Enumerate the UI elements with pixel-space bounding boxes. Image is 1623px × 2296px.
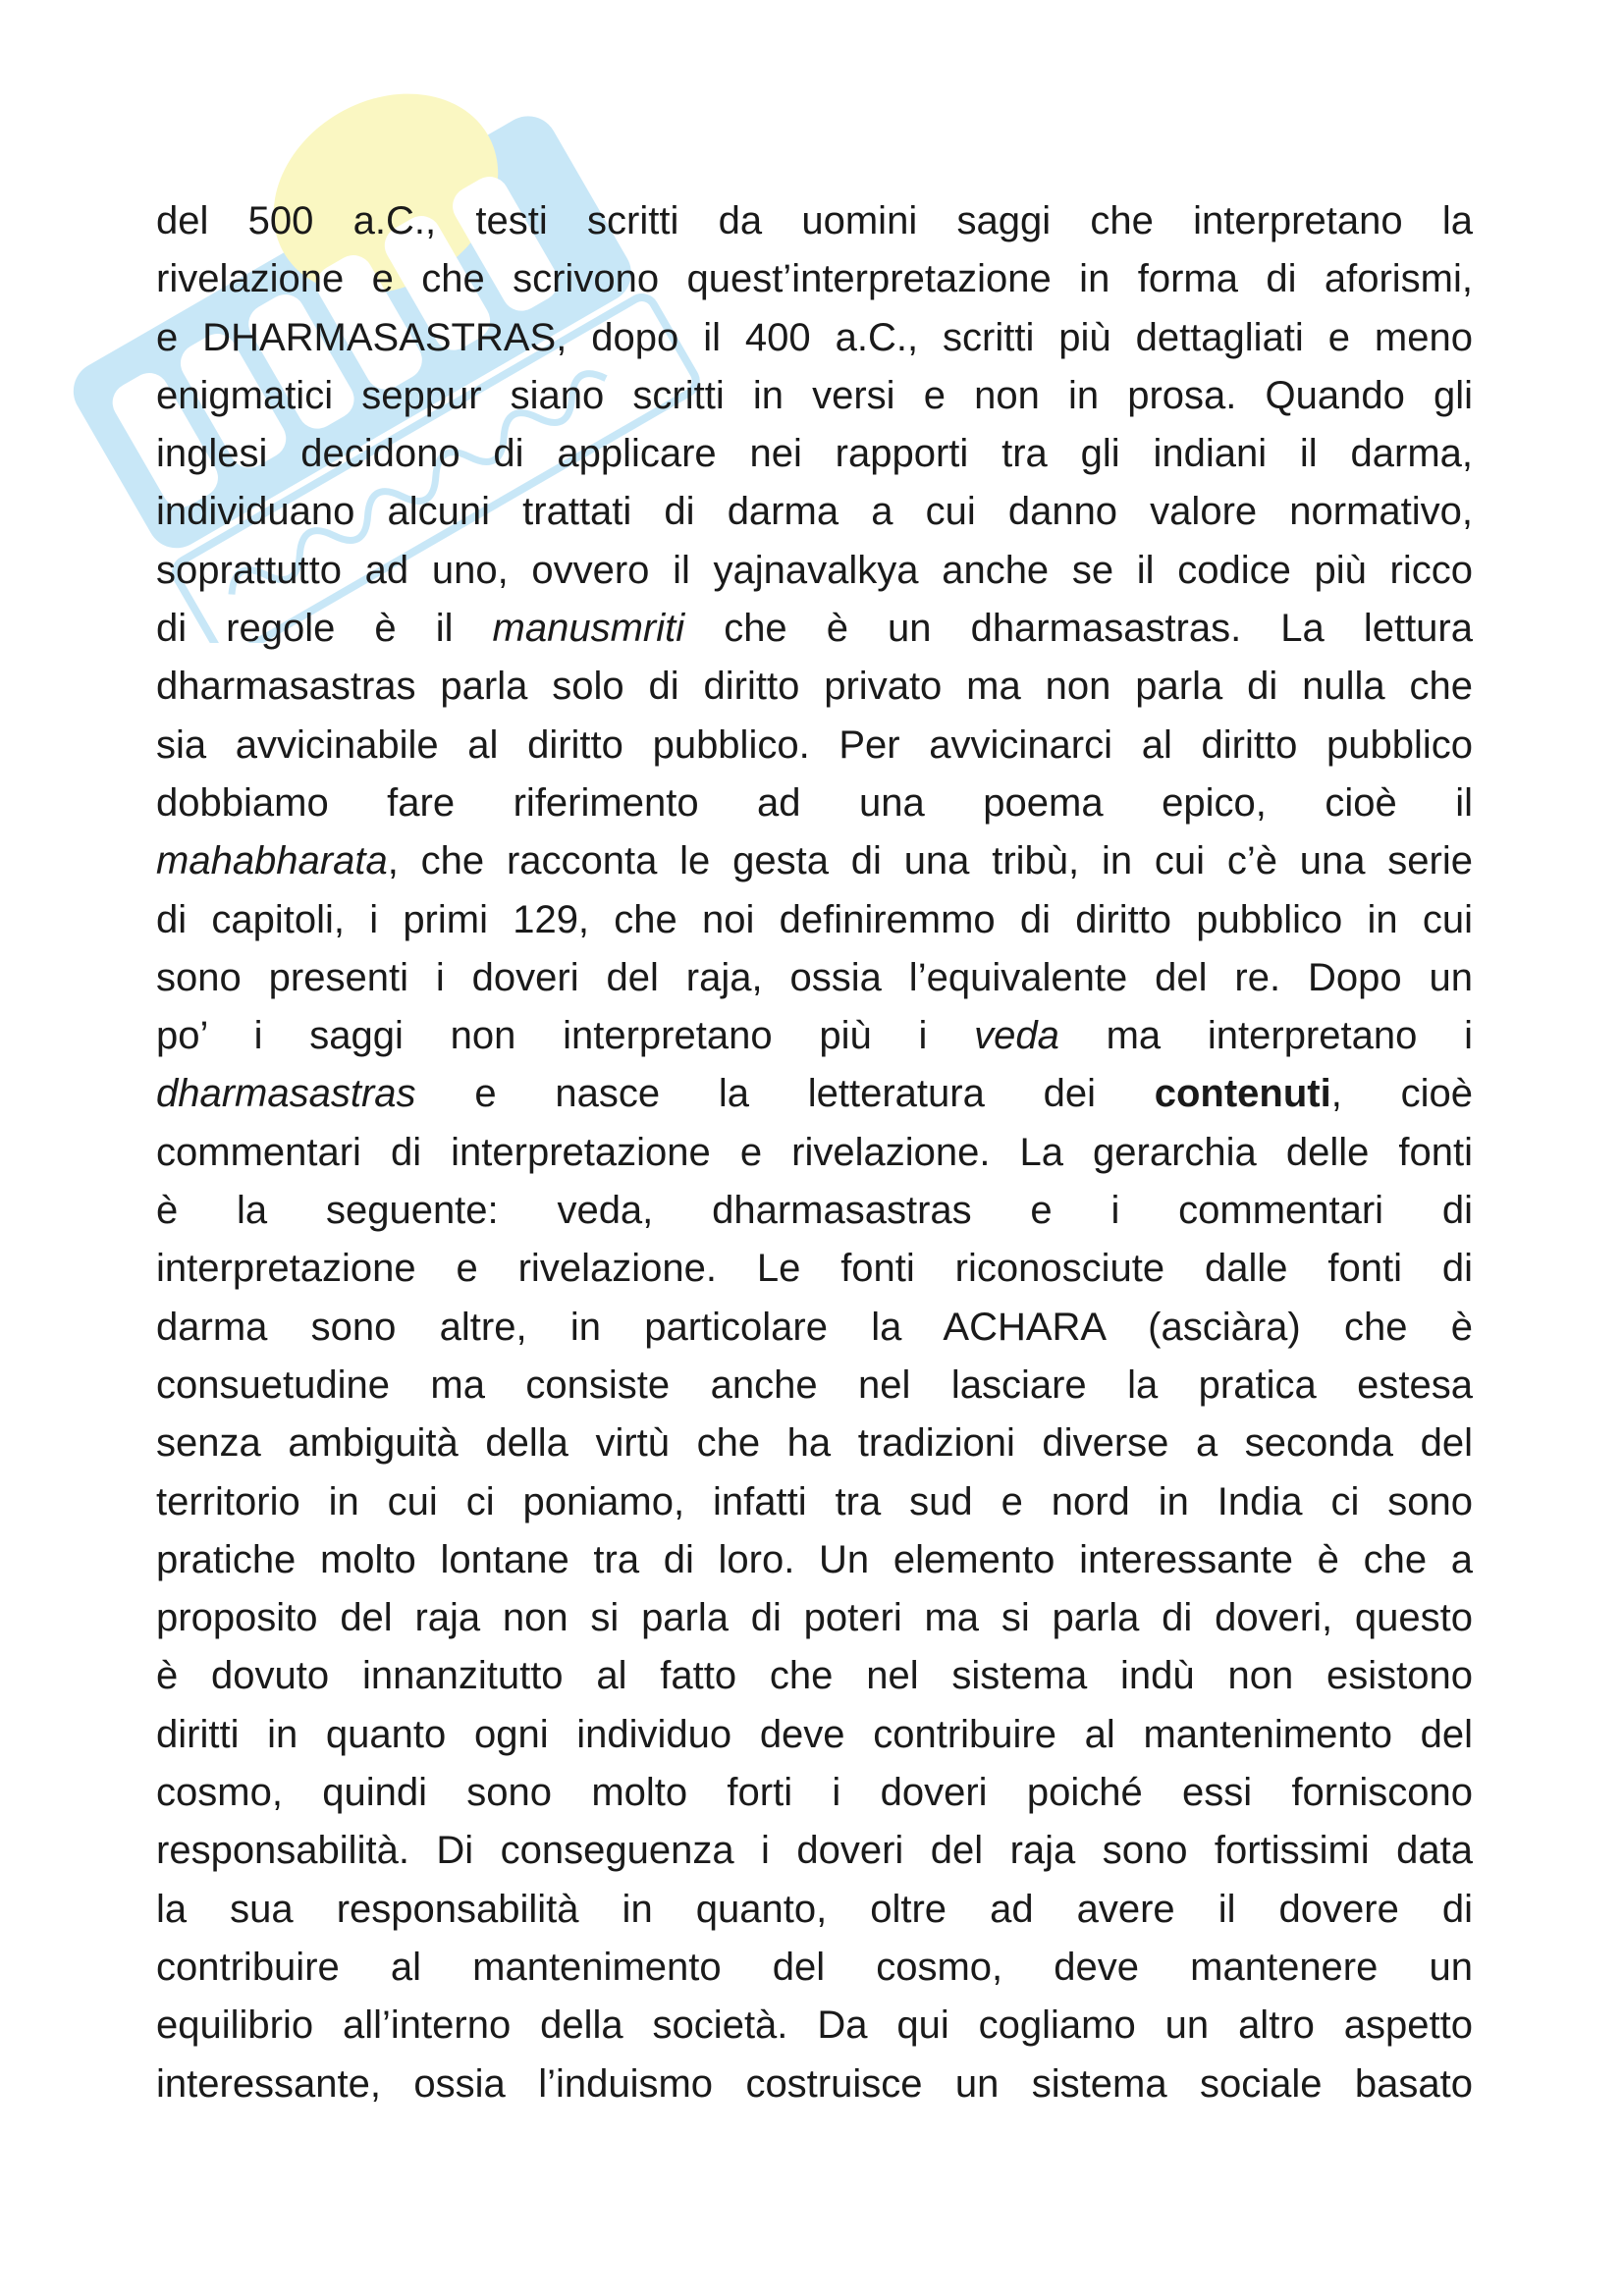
text-line-16: dharmasastras e nasce la letteratura dei contenuti, cioè [156,1072,1473,1116]
text-line-24: pratiche molto lontane tra di loro. Un elemento interessante è che a [156,1537,1473,1581]
text-line-25: proposito del raja non si parla di poteri ma si parla di doveri, questo [156,1596,1473,1640]
text-line-17: commentari di interpretazione e rivelazione. La gerarchia delle fonti [156,1130,1473,1174]
text-line-13: di capitoli, i primi 129, che noi definiremmo di diritto pubblico in cui [156,897,1473,941]
body-text [156,192,1473,2113]
text-line-33: interessante, ossia l’induismo costruisce un sistema sociale basato [156,2061,1473,2106]
text-line-8: di regole è il manusmriti che è un dharmasastras. La lettura [156,607,1473,651]
text-line-11: dobbiamo fare riferimento ad una poema epico, cioè il [156,780,1473,825]
term-dharmasastras: dharmasastras [156,1072,416,1116]
text-line-22: senza ambiguità della virtù che ha tradizioni diverse a seconda del [156,1421,1473,1466]
text-line-19: interpretazione e rivelazione. Le fonti riconosciute dalle fonti di [156,1247,1473,1291]
text-line-20: darma sono altre, in particolare la ACHARA (asciàra) che è [156,1305,1473,1349]
term-veda: veda [974,1014,1059,1058]
text-line-2: rivelazione e che scrivono quest’interpretazione in forma di aforismi, [156,257,1473,301]
text-line-21: consuetudine ma consiste anche nel lasciare la pratica estesa [156,1362,1473,1407]
text-line-3: e DHARMASASTRAS, dopo il 400 a.C., scritti più dettagliati e meno [156,315,1473,359]
text-line-18: è la seguente: veda, dharmasastras e i commentari di [156,1189,1473,1233]
text-line-5: inglesi decidono di applicare nei rapporti tra gli indiani il darma, [156,432,1473,476]
text-line-31: contribuire al mantenimento del cosmo, deve mantenere un [156,1945,1473,1989]
text-line-6: individuano alcuni trattati di darma a cui danno valore normativo, [156,490,1473,534]
text-line-30: la sua responsabilità in quanto, oltre ad avere il dovere di [156,1887,1473,1931]
text-line-27: diritti in quanto ogni individuo deve contribuire al mantenimento del [156,1712,1473,1756]
text-line-4: enigmatici seppur siano scritti in versi e non in prosa. Quando gli [156,373,1473,417]
text-line-15: po’ i saggi non interpretano più i veda ma interpretano i [156,1014,1473,1058]
text-line-32: equilibrio all’interno della società. Da qui cogliamo un altro aspetto [156,2003,1473,2048]
text-line-14: sono presenti i doveri del raja, ossia l’equivalente del re. Dopo un [156,955,1473,999]
text-line-28: cosmo, quindi sono molto forti i doveri poiché essi forniscono [156,1771,1473,1815]
text-line-23: territorio in cui ci poniamo, infatti tra sud e nord in India ci sono [156,1479,1473,1523]
text-line-9: dharmasastras parla solo di diritto privato ma non parla di nulla che [156,665,1473,709]
text-line-10: sia avvicinabile al diritto pubblico. Per avvicinarci al diritto pubblico [156,722,1473,767]
text-line-12: mahabharata, che racconta le gesta di una tribù, in cui c’è una serie [156,839,1473,883]
term-manusmriti: manusmriti [492,607,685,651]
text-line-1: del 500 a.C., testi scritti da uomini saggi che interpretano la [156,199,1473,242]
text-line-29: responsabilità. Di conseguenza i doveri del raja sono fortissimi data [156,1829,1473,1873]
term-contenuti: contenuti [1154,1072,1331,1116]
text-line-7: soprattutto ad uno, ovvero il yajnavalkya anche se il codice più ricco [156,548,1473,592]
text-line-26: è dovuto innanzitutto al fatto che nel sistema indù non esistono [156,1654,1473,1698]
term-mahabharata: mahabharata [156,839,388,883]
